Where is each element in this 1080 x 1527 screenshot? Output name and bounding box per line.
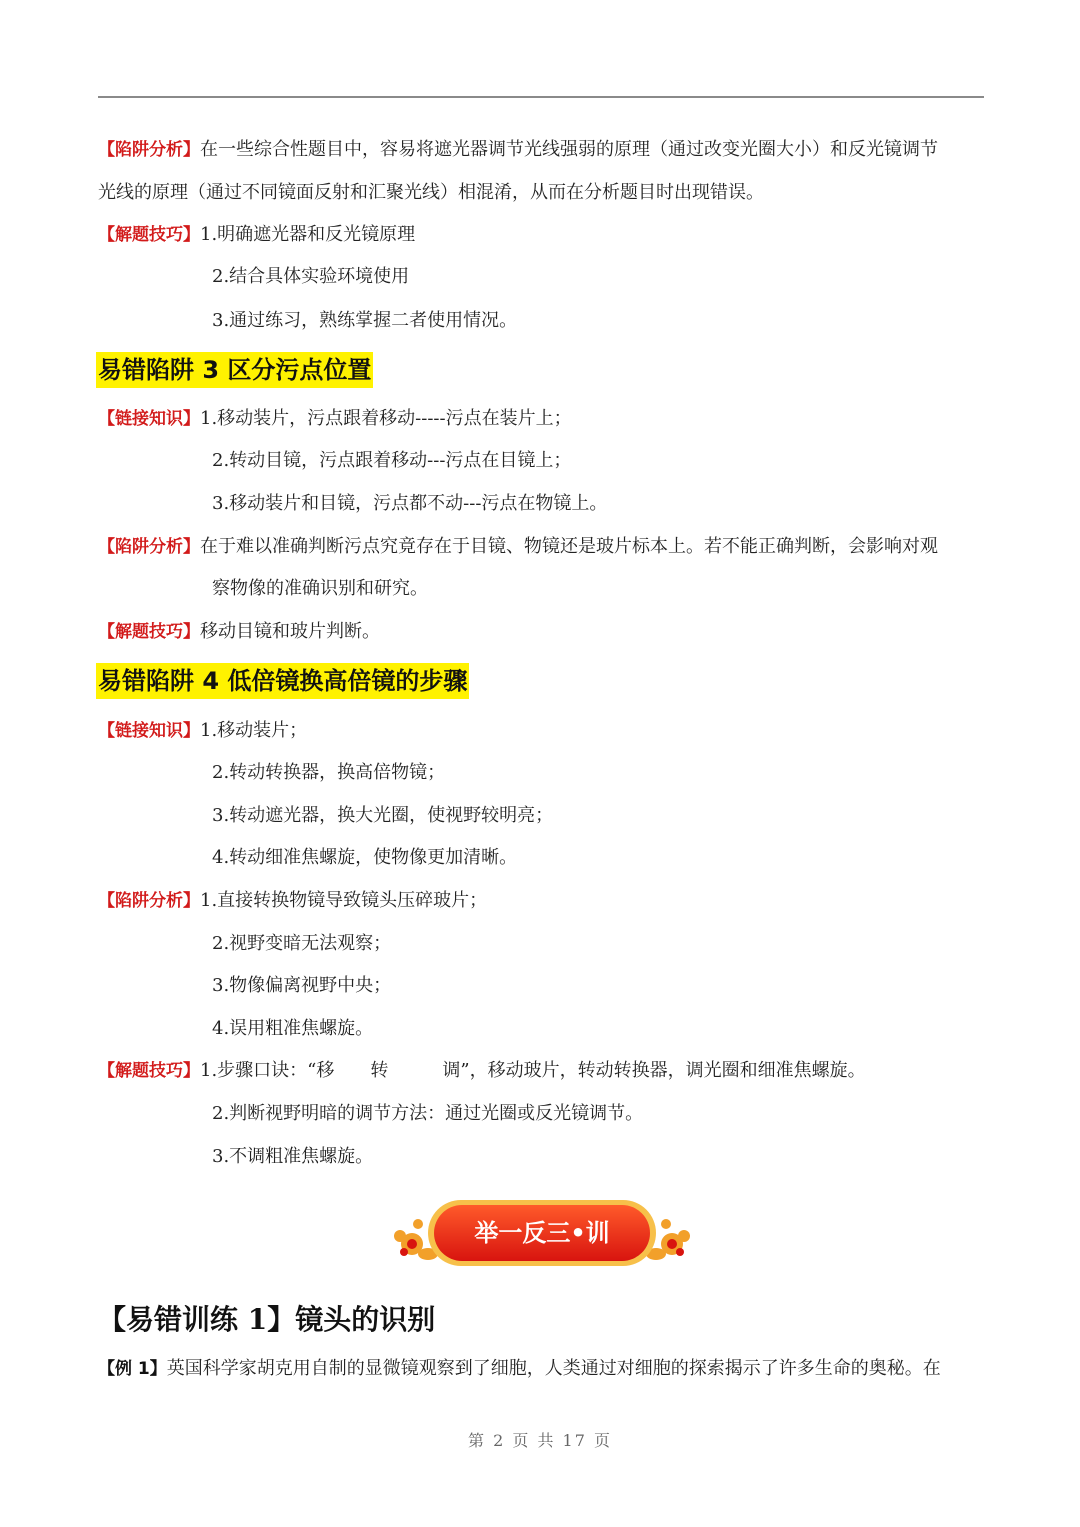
tips-tag: 【解题技巧】 bbox=[98, 622, 200, 642]
tips-tag: 【解题技巧】 bbox=[98, 225, 200, 245]
link-item: 4.转动细准焦螺旋，使物像更加清晰。 bbox=[212, 847, 518, 868]
header-rule bbox=[98, 96, 984, 98]
trap-item: 2.视野变暗无法观察； bbox=[212, 933, 392, 954]
trap-analysis-row bbox=[98, 889, 487, 913]
trap-analysis-tag: 【陷阱分析】 bbox=[98, 140, 200, 160]
trap-item: 3.物像偏离视野中央； bbox=[212, 975, 392, 996]
example-tag: 【例 1】 bbox=[98, 1359, 167, 1379]
trap-item: 1.直接转换物镜导致镜头压碎玻片； bbox=[200, 890, 488, 911]
tips-item: 2.判断视野明暗的调节方法：通过光圈或反光镜调节。 bbox=[212, 1103, 644, 1124]
link-item: 2.转动转换器，换高倍物镜； bbox=[212, 762, 446, 783]
link-knowledge-row bbox=[98, 407, 572, 431]
trap-analysis-row bbox=[98, 535, 938, 559]
link-item: 1.移动装片，污点跟着移动-----污点在装片上； bbox=[200, 408, 572, 429]
tips-item: 1.明确遮光器和反光镜原理 bbox=[200, 224, 416, 245]
trap-analysis-tag: 【陷阱分析】 bbox=[98, 891, 200, 911]
tips-item: 3.不调粗准焦螺旋。 bbox=[212, 1146, 374, 1167]
example-text: 英国科学家胡克用自制的显微镜观察到了细胞，人类通过对细胞的探索揭示了许多生命的奥秘。在 bbox=[166, 1358, 941, 1379]
trap-item: 4.误用粗准焦螺旋。 bbox=[212, 1018, 374, 1039]
trap-analysis-continuation: 察物像的准确识别和研究。 bbox=[212, 578, 428, 599]
trap-analysis-text: 在于难以准确判断污点究竟存在于目镜、物镜还是玻片标本上。若不能正确判断，会影响对观 bbox=[200, 536, 938, 557]
tips-row bbox=[98, 223, 415, 247]
trap-analysis-tag: 【陷阱分析】 bbox=[98, 537, 200, 557]
page-number: 第 2 页 共 17 页 bbox=[468, 1431, 612, 1450]
section-heading-3: 易错陷阱 3 区分污点位置 bbox=[96, 352, 373, 388]
section-heading-4: 易错陷阱 4 低倍镜换高倍镜的步骤 bbox=[96, 663, 469, 699]
tips-item: 2.结合具体实验环境使用 bbox=[212, 266, 410, 287]
link-item: 1.移动装片； bbox=[200, 720, 308, 741]
tips-row bbox=[98, 620, 380, 644]
link-knowledge-tag: 【链接知识】 bbox=[98, 409, 200, 429]
trap-analysis-continuation: 光线的原理（通过不同镜面反射和汇聚光线）相混淆，从而在分析题目时出现错误。 bbox=[98, 182, 764, 203]
trap-analysis-row bbox=[98, 138, 938, 162]
banner-label: 举一反三•训 bbox=[474, 1219, 610, 1247]
trap-analysis-text: 在一些综合性题目中，容易将遮光器调节光线强弱的原理（通过改变光圈大小）和反光镜调节 bbox=[200, 139, 938, 160]
link-knowledge-row bbox=[98, 719, 307, 743]
tips-row bbox=[98, 1059, 866, 1083]
link-item: 3.移动装片和目镜，污点都不动---污点在物镜上。 bbox=[212, 493, 608, 514]
link-knowledge-tag: 【链接知识】 bbox=[98, 721, 200, 741]
section-banner bbox=[392, 1196, 692, 1272]
tips-item: 1.步骤口诀：“移 转 调”，移动玻片，转动转换器，调光圈和细准焦螺旋。 bbox=[200, 1060, 866, 1081]
tips-tag: 【解题技巧】 bbox=[98, 1061, 200, 1081]
tips-item: 3.通过练习，熟练掌握二者使用情况。 bbox=[212, 310, 518, 331]
tips-item: 移动目镜和玻片判断。 bbox=[200, 621, 380, 642]
example-row bbox=[98, 1357, 941, 1381]
training-title: 【易错训练 1】镜头的识别 bbox=[98, 1303, 436, 1336]
link-item: 2.转动目镜，污点跟着移动---污点在目镜上； bbox=[212, 450, 572, 471]
link-item: 3.转动遮光器，换大光圈，使视野较明亮； bbox=[212, 805, 554, 826]
